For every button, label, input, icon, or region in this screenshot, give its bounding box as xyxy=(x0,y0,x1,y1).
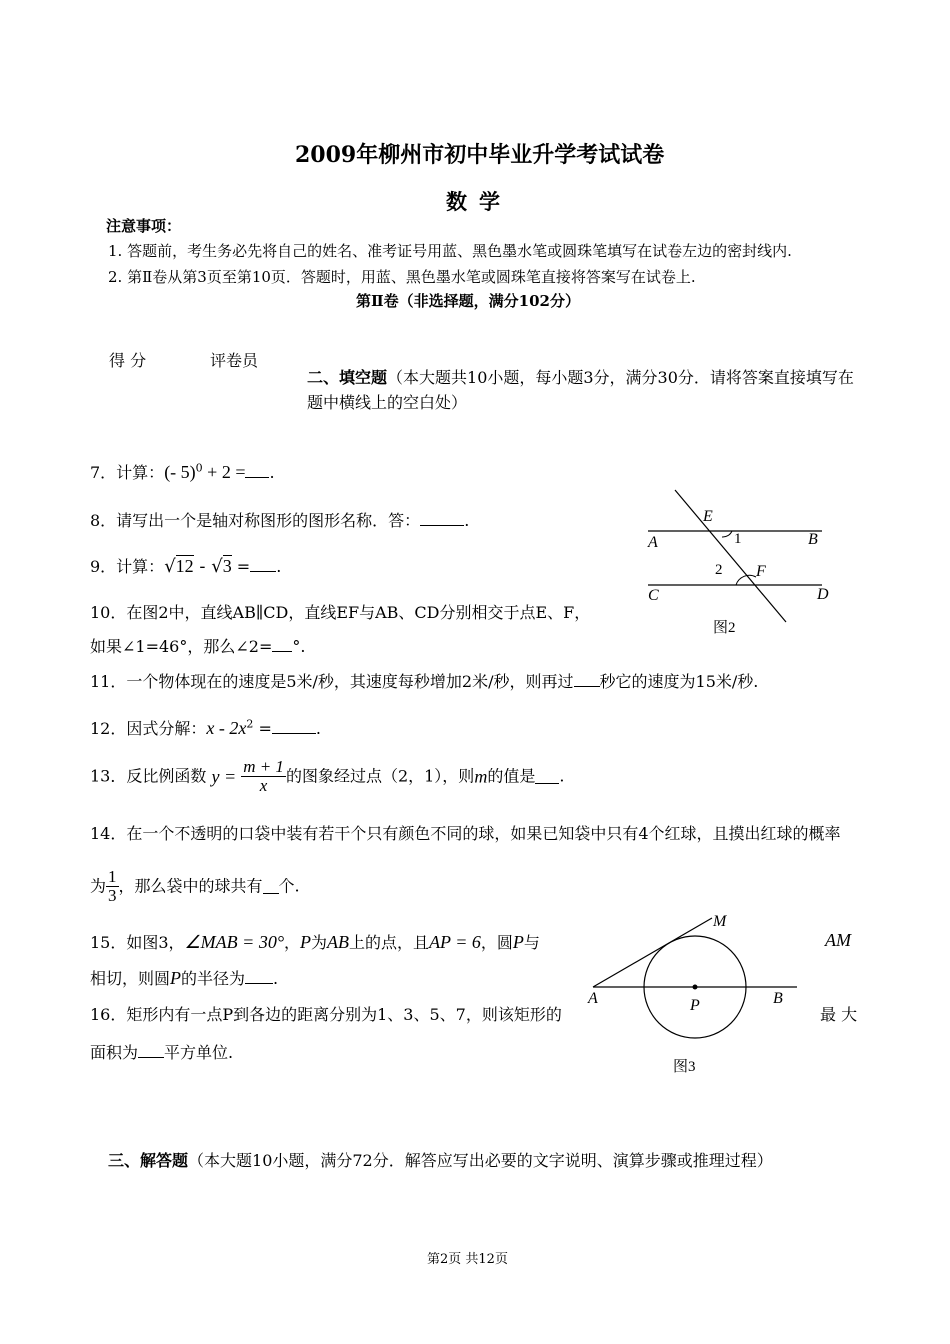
q12-answer-blank[interactable] xyxy=(272,719,316,734)
question-15-line1 xyxy=(90,930,540,953)
q13-numerator: m + 1 xyxy=(243,757,284,776)
section-heading: 第Ⅱ卷（非选择题，满分102分） xyxy=(356,292,580,310)
q15-line2p: P xyxy=(170,968,182,988)
q7-rest: + 2 = xyxy=(202,462,246,482)
page-footer: 第2页 共12页 xyxy=(427,1252,508,1267)
q9-radicand-b: 3 xyxy=(222,556,232,576)
label-f: F xyxy=(756,563,766,580)
notice-item-2: 2. 第Ⅱ卷从第3页至第10页．答题时，用蓝、黑色墨水笔或圆珠笔直接将答案写在试卷上. xyxy=(108,268,696,286)
q11-answer-blank[interactable] xyxy=(574,672,600,687)
question-16-line2 xyxy=(90,1040,233,1063)
label-c: C xyxy=(648,587,659,604)
q13-answer-blank[interactable] xyxy=(535,769,559,784)
question-14-line2 xyxy=(90,868,300,905)
q15-b: ， xyxy=(284,933,301,952)
section3-desc: （本大题10小题，满分72分．解答应写出必要的文字说明、演算步骤或推理过程） xyxy=(188,1151,773,1170)
question-11 xyxy=(90,669,758,692)
label-b: B xyxy=(808,531,818,548)
label-m: M xyxy=(713,913,727,930)
figure-3 xyxy=(585,908,805,1078)
score-label: 得 分 xyxy=(109,351,147,370)
q9-eq: = xyxy=(231,557,251,576)
q15-line2b: 的半径为 xyxy=(181,969,246,988)
q15-p2: P xyxy=(512,932,524,952)
question-16-line1: 16．矩形内有一点P到各边的距离分别为1、3、5、7，则该矩形的 xyxy=(90,1005,562,1024)
q7-prefix: 7．计算： xyxy=(90,463,165,482)
q15-answer-blank[interactable] xyxy=(245,969,273,984)
section3-title: 三、解答题 xyxy=(108,1151,189,1170)
notice-heading: 注意事项： xyxy=(106,217,182,235)
question-15-line2: 相切，则圆P的半径为 . xyxy=(90,968,279,988)
q12-eq: = xyxy=(253,719,272,738)
label-p: P xyxy=(690,997,700,1014)
q15-ap: AP = 6 xyxy=(429,932,481,952)
q12-expr: x - 2x xyxy=(206,718,247,738)
section3-header xyxy=(108,1148,773,1171)
q12-exponent: 2 xyxy=(246,717,254,731)
q15-e: ，圆 xyxy=(480,933,513,952)
subject-title: 数学 xyxy=(446,189,512,214)
q9-answer-blank[interactable] xyxy=(250,557,276,572)
grader-label: 评卷员 xyxy=(210,351,259,370)
q11-text-b: 秒它的速度为15米/秒. xyxy=(599,672,759,691)
label-2: 2 xyxy=(715,562,723,578)
q15-line2a: 相切，则圆 xyxy=(90,969,171,988)
sqrt-icon: √ xyxy=(211,556,223,577)
q14-fraction xyxy=(106,868,119,905)
q15-angle: ∠MAB = 30° xyxy=(184,932,285,952)
exam-title: 2009年柳州市初中毕业升学考试试卷 xyxy=(295,142,665,168)
q14-for: 为 xyxy=(90,876,107,896)
q15-am: AM xyxy=(825,930,851,950)
q14-rest: ，那么袋中的球共有 xyxy=(118,876,263,896)
center-point xyxy=(693,985,698,990)
angle-1-arc xyxy=(722,531,732,537)
question-14-line1: 14．在一个不透明的口袋中装有若干个只有颜色不同的球，如果已知袋中只有4个红球，且摸出红球的概率 xyxy=(90,824,841,843)
question-10-line1: 10．在图2中，直线AB∥CD，直线EF与AB、CD分别相交于点E、F， xyxy=(90,603,591,622)
q10-line2-text: 如果∠1=46°，那么∠2= xyxy=(90,637,273,656)
figure-3-caption: 图3 xyxy=(673,1059,696,1075)
q14-answer-blank[interactable] xyxy=(263,879,279,894)
q10-unit: °. xyxy=(292,637,306,656)
question-7: 7．计算：(- 5)$^0$ + 2 = . xyxy=(90,461,275,482)
q7-expr: (- 5) xyxy=(164,462,196,482)
question-8: 8．请写出一个是轴对称图形的图形名称．答： . xyxy=(90,511,470,530)
q15-ab: AB xyxy=(327,932,350,952)
q8-text: 8．请写出一个是轴对称图形的图形名称．答： xyxy=(90,511,421,530)
q8-answer-blank[interactable] xyxy=(420,511,464,526)
q15-p: P xyxy=(300,932,312,952)
sqrt-icon: √ xyxy=(164,556,176,577)
question-9: 9．计算：√12 - √3 = . xyxy=(90,556,282,577)
q13-denominator: x xyxy=(259,775,268,795)
q13-fraction xyxy=(241,758,286,795)
line-am xyxy=(593,918,712,987)
q9-radicand-a: 12 xyxy=(175,556,194,576)
q13-mid: 的图象经过点（2，1），则 xyxy=(285,766,475,786)
figure-2-caption: 图2 xyxy=(713,620,736,635)
label-e: E xyxy=(703,508,713,525)
q13-y: y = xyxy=(211,766,237,787)
question-16-tail: 最 大 xyxy=(820,1005,858,1024)
label-d: D xyxy=(817,586,829,603)
label-a: A xyxy=(588,990,598,1007)
q9-minus: - xyxy=(193,556,212,577)
question-12: 12．因式分解：x - $2x^2$ = . xyxy=(90,717,321,738)
question-10-line2 xyxy=(90,634,305,657)
label-b: B xyxy=(773,990,783,1007)
q14-denominator: 3 xyxy=(108,885,117,905)
q15-f: 与 xyxy=(523,933,540,952)
q11-text-a: 11．一个物体现在的速度是5米/秒，其速度每秒增加2米/秒，则再过 xyxy=(90,672,574,691)
section2-title: 二、填空题 xyxy=(307,368,388,387)
q15-a: 15．如图3， xyxy=(90,933,185,952)
q14-numerator: 1 xyxy=(108,867,117,886)
section2-desc-line2: 题中横线上的空白处） xyxy=(307,393,468,412)
notice-item-1: 1. 答题前，考生务必先将自己的姓名、准考证号用蓝、黑色墨水笔或圆珠笔填写在试卷左边的密封线内. xyxy=(108,242,792,260)
figure-2 xyxy=(640,485,850,635)
q12-prefix: 12．因式分解： xyxy=(90,719,207,738)
q13-m: m xyxy=(474,766,488,787)
label-1: 1 xyxy=(734,531,742,547)
q7-answer-blank[interactable] xyxy=(245,463,269,478)
line-ef xyxy=(675,490,786,622)
q14-unit: 个. xyxy=(278,876,300,896)
q13-end: 的值是 xyxy=(487,766,536,786)
question-13: 13．反比例函数 y = $\frac{m + 1}{x}$ 的图象经过点（2，1），则m的值是 . xyxy=(90,757,565,795)
section2-desc-line1: （本大题共10小题，每小题3分，满分30分．请将答案直接填写在 xyxy=(387,368,854,387)
q9-prefix: 9．计算： xyxy=(90,557,165,576)
q15-c: 为 xyxy=(311,933,328,952)
q13-prefix: 13．反比例函数 xyxy=(90,766,212,786)
q16-answer-blank[interactable] xyxy=(138,1043,164,1058)
q16-unit: 平方单位. xyxy=(164,1043,234,1062)
label-a: A xyxy=(648,534,658,551)
q7-exponent: 0 xyxy=(195,461,203,475)
q15-d: 上的点，且 xyxy=(349,933,430,952)
q10-answer-blank[interactable] xyxy=(272,637,292,652)
section2-header xyxy=(307,365,854,388)
q16-line2: 面积为 xyxy=(90,1043,139,1062)
